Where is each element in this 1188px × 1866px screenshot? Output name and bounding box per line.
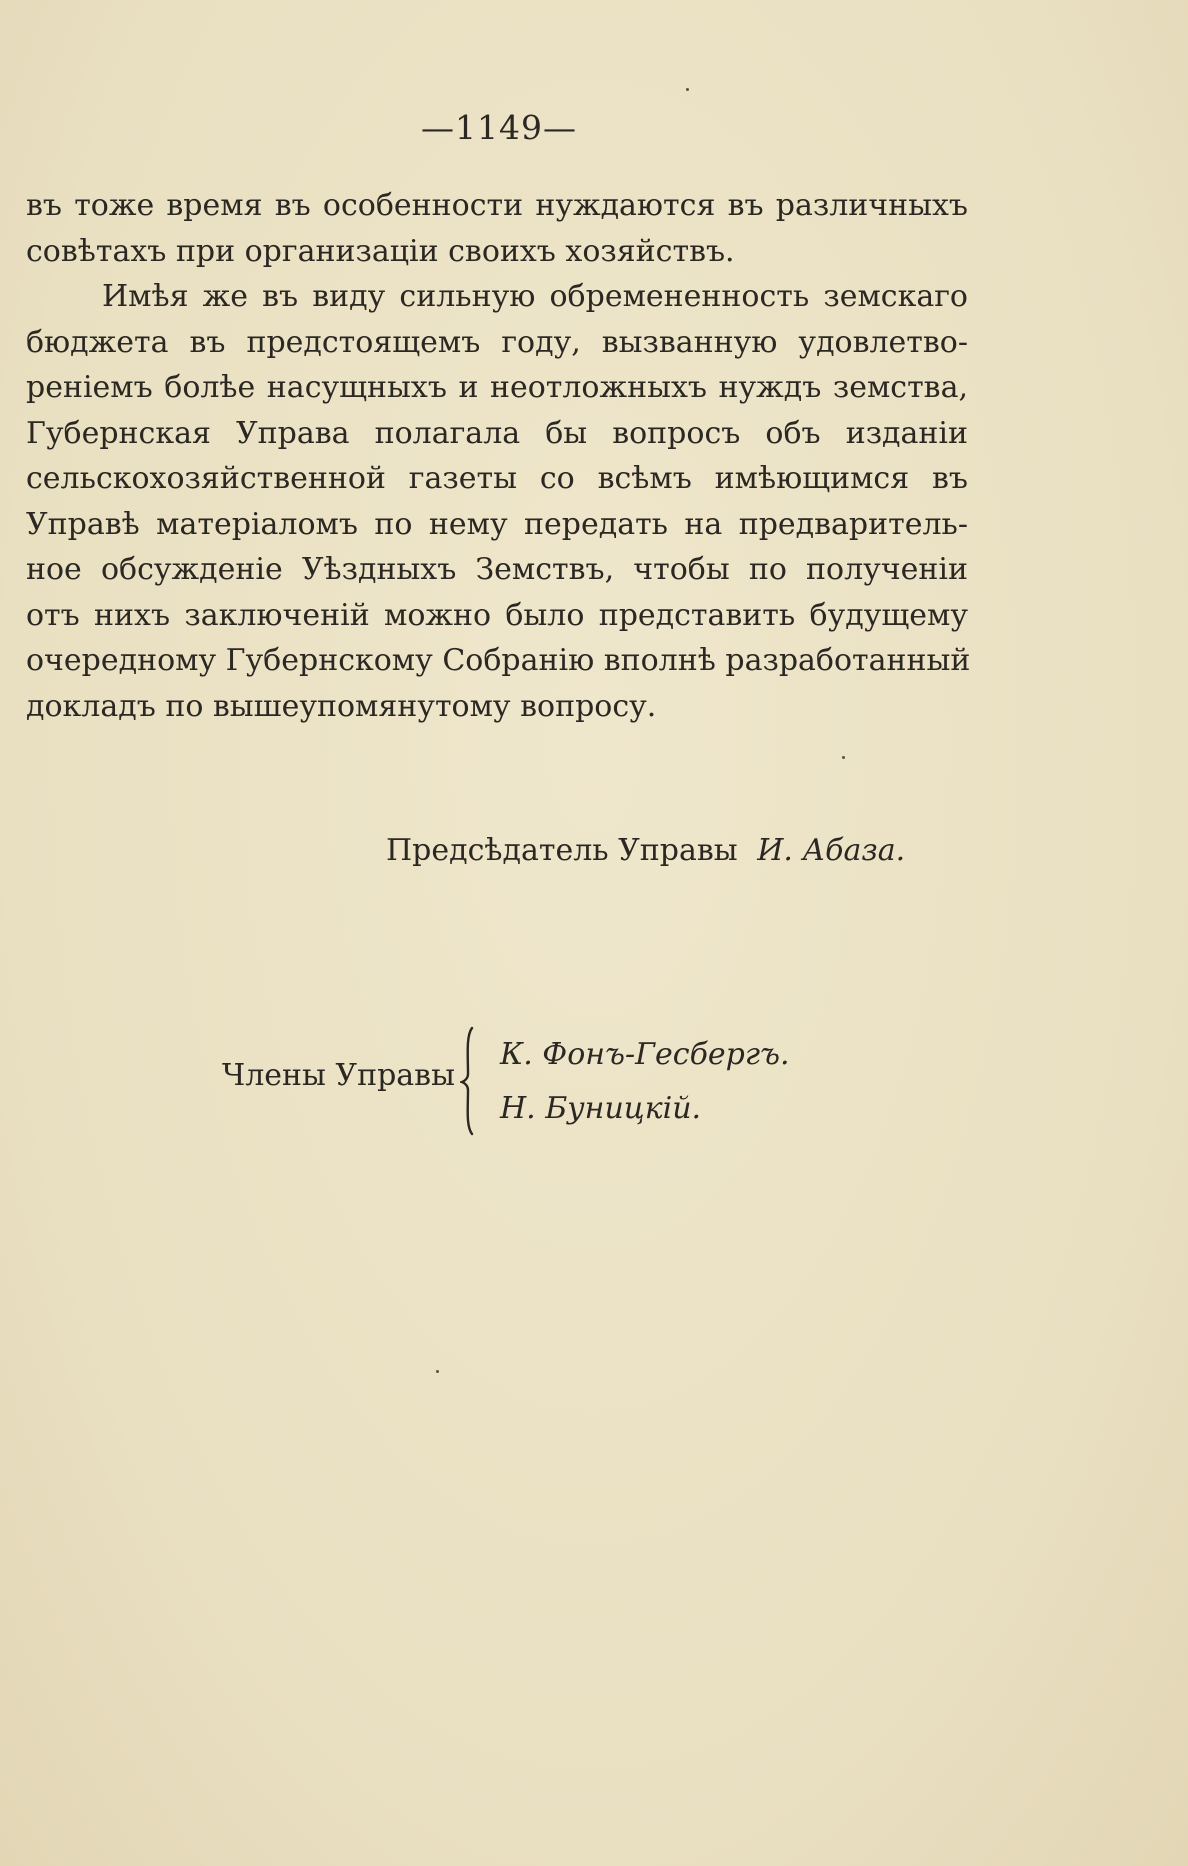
member-name-1: К. Фонъ-Гесбергъ.	[500, 1037, 790, 1072]
members-label: Члены Управы	[222, 1058, 455, 1093]
body-line-9: ное обсужденіе Уѣздныхъ Земствъ, чтобы по полученіи	[26, 552, 968, 587]
body-line-4: бюджета въ предстоящемъ году, вызванную удовлетво-	[26, 324, 968, 360]
page-number: —1149—	[421, 108, 577, 147]
body-line-11: очередному Губернскому Собранію вполнѣ разработанный	[26, 643, 971, 678]
body-line-6: Губернская Управа полагала бы вопросъ объ изданіи	[26, 415, 968, 451]
body-line-8: Управѣ матеріаломъ по нему передать на предваритель-	[26, 506, 968, 542]
member-name-2: Н. Буницкій.	[500, 1091, 702, 1126]
body-line-2: совѣтахъ при организаціи своихъ хозяйствъ.	[26, 233, 735, 269]
chairman-name: И. Абаза.	[757, 833, 906, 868]
paper-speck	[686, 88, 689, 91]
chairman-signature	[386, 833, 905, 868]
body-line-12: докладъ по вышеупомянутому вопросу.	[26, 688, 657, 724]
body-line-1: въ тоже время въ особенности нуждаются въ различныхъ	[26, 188, 968, 223]
body-line-10: отъ нихъ заключеній можно было представить будущему	[26, 597, 968, 633]
body-line-3: Имѣя же въ виду сильную обремененность земскаго	[102, 279, 968, 314]
curly-brace-icon	[460, 1026, 476, 1136]
body-text	[26, 183, 971, 729]
chairman-title: Предсѣдатель Управы	[386, 833, 738, 868]
paper-speck	[436, 1370, 439, 1373]
body-line-7: сельскохозяйственной газеты со всѣмъ имѣющимся въ	[26, 461, 968, 496]
body-line-5: реніемъ болѣе насущныхъ и неотложныхъ нуждъ земства,	[26, 370, 968, 405]
paper-speck	[842, 756, 845, 759]
